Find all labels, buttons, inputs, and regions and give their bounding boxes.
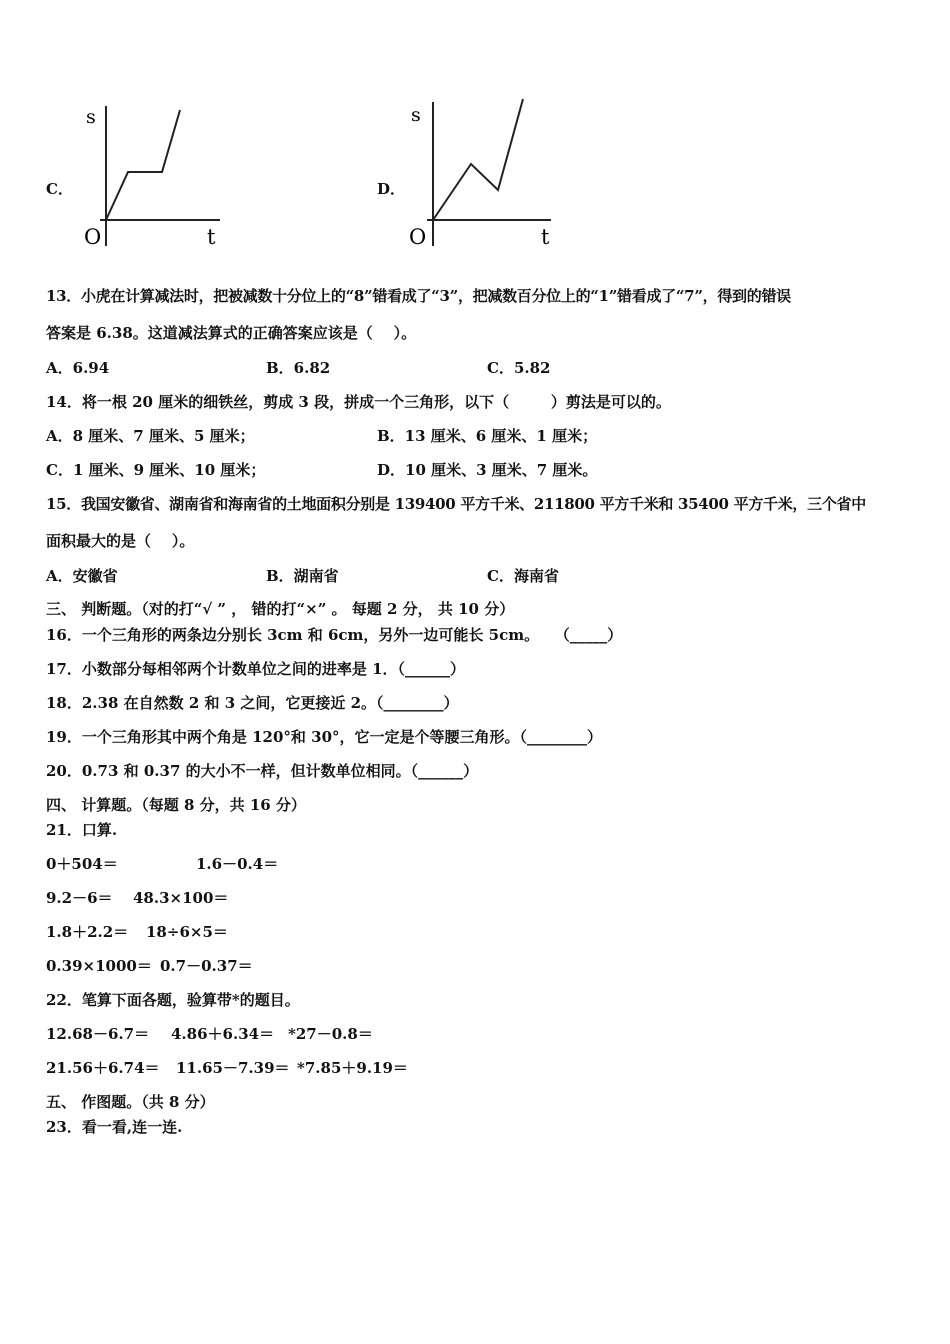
q22-r2-c2: 11.65－7.39＝ [176,1059,290,1077]
option-d-label: D． [377,180,406,198]
graph-c-curve [106,110,180,220]
q13-option-b: B．6.82 [266,359,331,377]
q13-option-a: A．6.94 [46,359,110,377]
q21-r3-c2: 18÷6×5＝ [146,923,228,941]
q17-text: 17．小数部分每相邻两个计数单位之间的进率是 1．（______） [46,660,466,678]
q21-title: 21．口算. [46,821,118,839]
graph-d-s-label: s [411,104,421,126]
q15-line2: 面积最大的是（ ）。 [46,532,195,550]
q22-r1-c1: 12.68－6.7＝ [46,1025,150,1043]
q22-r1-c2: 4.86＋6.34＝ [171,1025,275,1043]
graph-d-curve [433,99,523,220]
graph-c-t-label: t [207,225,216,249]
section5-heading: 五、 作图题。（共 8 分） [46,1093,215,1111]
q16-text: 16．一个三角形的两条边分别长 3cm 和 6cm，另外一边可能长 5cm。 （_____） [46,626,623,644]
q21-r1-c2: 1.6－0.4＝ [196,855,279,873]
q15-line1: 15．我国安徽省、湖南省和海南省的土地面积分别是 139400 平方千米、211800 平方千米和 35400 平方千米，三个省中 [46,495,866,513]
q21-r2-c1: 9.2－6＝ [46,889,113,907]
q21-r4-c1: 0.39×1000＝ [46,957,152,975]
q14-option-c: C．1 厘米、9 厘米、10 厘米； [46,461,266,479]
q21-r3-c1: 1.8＋2.2＝ [46,923,129,941]
section3-heading: 三、 判断题。（对的打“√ ” ， 错的打“×” 。 每题 2 分， 共 10 分） [46,600,515,618]
section4-heading: 四、 计算题。（每题 8 分，共 16 分） [46,796,306,814]
q14-option-a: A．8 厘米、7 厘米、5 厘米； [46,427,255,445]
graph-c-s-label: s [86,106,96,128]
q13-line1: 13．小虎在计算减法时，把被减数十分位上的“8”错看成了“3”，把减数百分位上的“1”错看成了“7”，得到的错误 [46,287,791,305]
q22-r2-c3: *7.85＋9.19＝ [297,1059,408,1077]
q15-option-b: B．湖南省 [266,567,339,585]
graph-c [80,96,230,251]
q14-option-b: B．13 厘米、6 厘米、1 厘米； [377,427,598,445]
q21-r2-c2: 48.3×100＝ [133,889,229,907]
graph-d-o-label: O [409,225,427,249]
q13-line2: 答案是 6.38。这道减法算式的正确答案应该是（ ）。 [46,324,417,342]
graph-d-t-label: t [541,225,550,249]
q14-option-d: D．10 厘米、3 厘米、7 厘米。 [377,461,598,479]
q22-r2-c1: 21.56＋6.74＝ [46,1059,160,1077]
q14-text: 14．将一根 20 厘米的细铁丝，剪成 3 段，拼成一个三角形，以下（ ）剪法是可以的。 [46,393,671,411]
q15-option-c: C．海南省 [487,567,559,585]
q21-r1-c1: 0＋504＝ [46,855,118,873]
graph-c-o-label: O [84,225,102,249]
q22-title: 22．笔算下面各题，验算带*的题目。 [46,991,300,1009]
q20-text: 20．0.73 和 0.37 的大小不一样，但计数单位相同。（______） [46,762,479,780]
q13-option-c: C．5.82 [487,359,551,377]
option-c-label: C． [46,180,73,198]
q21-r4-c2: 0.7－0.37＝ [160,957,253,975]
graph-d [405,94,560,252]
q18-text: 18．2.38 在自然数 2 和 3 之间，它更接近 2。（________） [46,694,459,712]
q19-text: 19．一个三角形其中两个角是 120°和 30°，它一定是个等腰三角形。（________） [46,728,603,746]
q22-r1-c3: *27－0.8＝ [288,1025,373,1043]
q23-text: 23．看一看,连一连. [46,1118,183,1136]
q15-option-a: A．安徽省 [46,567,118,585]
